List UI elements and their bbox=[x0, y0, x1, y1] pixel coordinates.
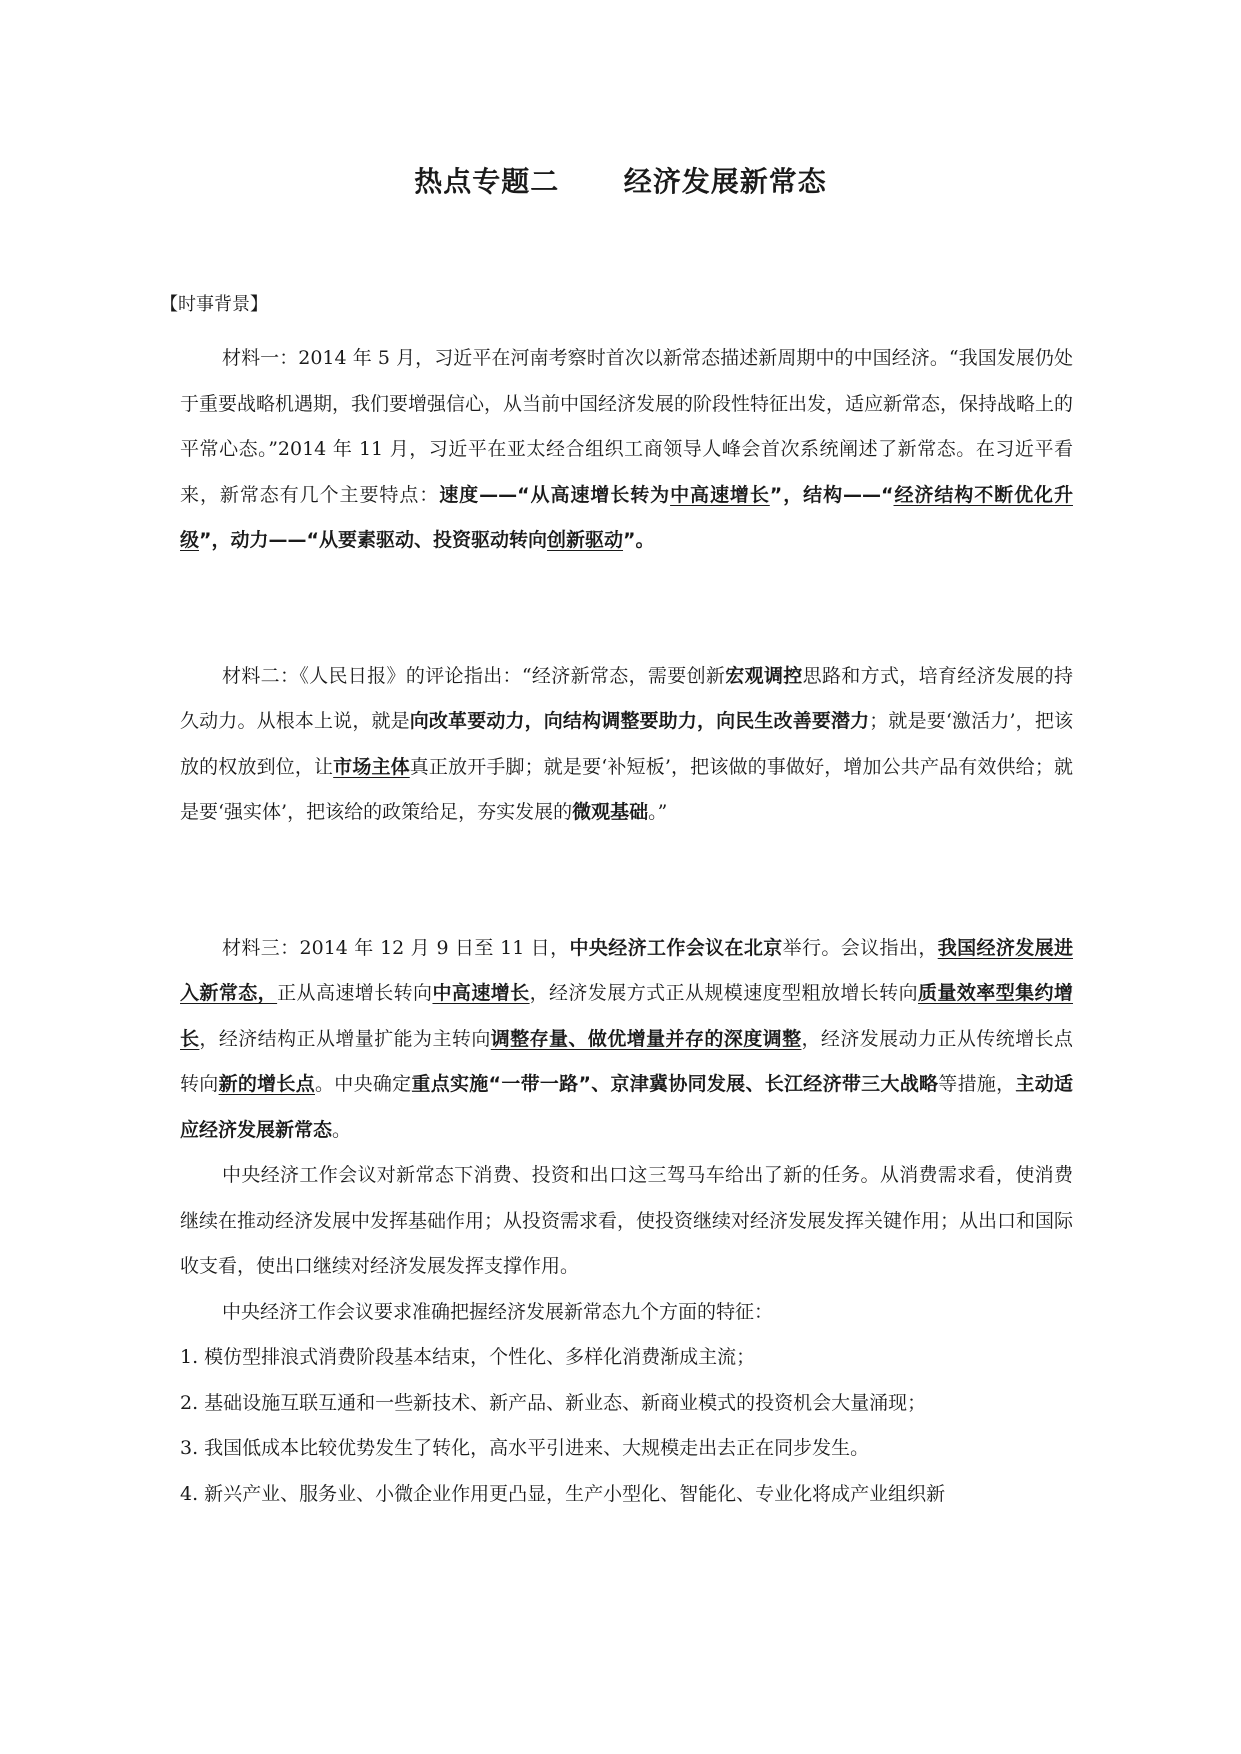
bold-text bbox=[219, 1073, 315, 1095]
bold-text: 宏观调控 bbox=[725, 664, 803, 687]
material-1-paragraph bbox=[180, 336, 1073, 564]
section-heading: 【时事背景】 bbox=[160, 294, 268, 315]
text-run: 。” bbox=[648, 801, 668, 823]
document-body bbox=[180, 336, 1073, 1517]
text-run: 。 bbox=[332, 1118, 352, 1141]
page-title: 热点专题二 经济发展新常态 bbox=[414, 165, 827, 198]
underlined-text: 质量效率型集约增长 bbox=[180, 982, 1073, 1050]
text-run: 等措施， bbox=[938, 1073, 1016, 1095]
material-3-paragraph bbox=[180, 926, 1073, 1154]
bold-text: ”。 bbox=[623, 529, 655, 551]
bold-text: 速度——“从高速增长转为 bbox=[439, 483, 671, 506]
bold-text bbox=[547, 529, 623, 551]
bold-text bbox=[491, 1028, 802, 1050]
text-run: 材料三：2014 年 12 月 9 日至 11 日， bbox=[222, 936, 570, 959]
list-item: 1. 模仿型排浪式消费阶段基本结束，个性化、多样化消费渐成主流； bbox=[180, 1346, 756, 1368]
text-run: 真正放开手脚；就是要‘补短板’，把该做的事做好，增加公共产品有效供给；就是要‘强实体’，把该给的政策给足，夯实发展的 bbox=[180, 755, 1073, 823]
underlined-text: 调整存量、做优增量并存的深度调整 bbox=[490, 1027, 802, 1050]
bold-text: 向改革要动力，向结构调整要助力，向民生改善要潜力 bbox=[409, 710, 870, 732]
text-run: 。中央确定 bbox=[315, 1073, 412, 1095]
text-run: 材料二：《人民日报》的评论指出：“经济新常态，需要创新 bbox=[222, 664, 726, 687]
text-run: 正从高速增长转向 bbox=[277, 982, 433, 1004]
bold-text: 主动适应经济发展新常态 bbox=[180, 1073, 1073, 1141]
list-item: 4. 新兴产业、服务业、小微企业作用更凸显，生产小型化、智能化、专业化将成产业组织新 bbox=[180, 1482, 946, 1505]
list-item: 3. 我国低成本比较优势发生了转化，高水平引进来、大规模走出去正在同步发生。 bbox=[180, 1437, 870, 1459]
bold-text bbox=[333, 756, 410, 778]
troika-paragraph: 中央经济工作会议对新常态下消费、投资和出口这三驾马车给出了新的任务。从消费需求看，使消费继续在推动经济发展中发挥基础作用；从投资需求看，使投资继续对经济发展发挥关键作用；从出口和国际收支看，使出口继续对经济发展发挥支撑作用。 bbox=[180, 1164, 1074, 1277]
underlined-text: 创新驱动 bbox=[547, 529, 624, 551]
bold-text: ”，动力——“从要素驱动、投资驱动转向 bbox=[199, 529, 547, 551]
material-2-paragraph bbox=[180, 654, 1073, 836]
bold-text: ”，结构——“ bbox=[769, 483, 894, 506]
bold-text bbox=[670, 484, 770, 506]
text-run: ，经济结构正从增量扩能为主转向 bbox=[199, 1027, 491, 1050]
text-run: 举行。会议指出， bbox=[782, 936, 938, 959]
bold-text: 重点实施“一带一路”、京津冀协同发展、长江经济带三大战略 bbox=[411, 1073, 939, 1095]
features-intro-paragraph: 中央经济工作会议要求准确把握经济发展新常态九个方面的特征： bbox=[222, 1300, 774, 1323]
underlined-text: 我国经济发展进入新常态， bbox=[180, 936, 1073, 1004]
underlined-text: 中高速增长 bbox=[670, 483, 770, 506]
underlined-text: 经济结构不断优化升级 bbox=[180, 483, 1073, 551]
underlined-text: 中高速增长 bbox=[432, 982, 530, 1004]
bold-text: 中央经济工作会议在北京 bbox=[569, 936, 783, 959]
text-run: 材料一：2014 年 5 月，习近平在河南考察时首次以新常态描述新周期中的中国经济。“我国发展仍处于重要战略机遇期，我们要增强信心，从当前中国经济发展的阶段性特征出发，适应新常态，保持战略上的平常心态。”2014 年 11 月，习近平在亚太经合组织工商领导人峰会首次系统阐述了新常态。在习近平看来，新常态有几个主要特点： bbox=[180, 347, 1074, 506]
text-run: ，经济发展方式正从规模速度型粗放增长转向 bbox=[529, 982, 919, 1004]
text-run: 思路和方式，培育经济发展的持久动力。从根本上说，就是 bbox=[180, 664, 1073, 732]
bold-text bbox=[432, 982, 529, 1004]
text-run: ；就是要‘激活力’，把该放的权放到位，让 bbox=[180, 710, 1073, 778]
underlined-text: 市场主体 bbox=[333, 755, 410, 778]
text-run: ，经济发展动力正从传统增长点转向 bbox=[180, 1027, 1073, 1095]
bold-text: 微观基础 bbox=[572, 801, 649, 823]
underlined-text: 新的增长点 bbox=[218, 1073, 315, 1095]
list-item: 2. 基础设施互联互通和一些新技术、新产品、新业态、新商业模式的投资机会大量涌现； bbox=[180, 1391, 927, 1414]
